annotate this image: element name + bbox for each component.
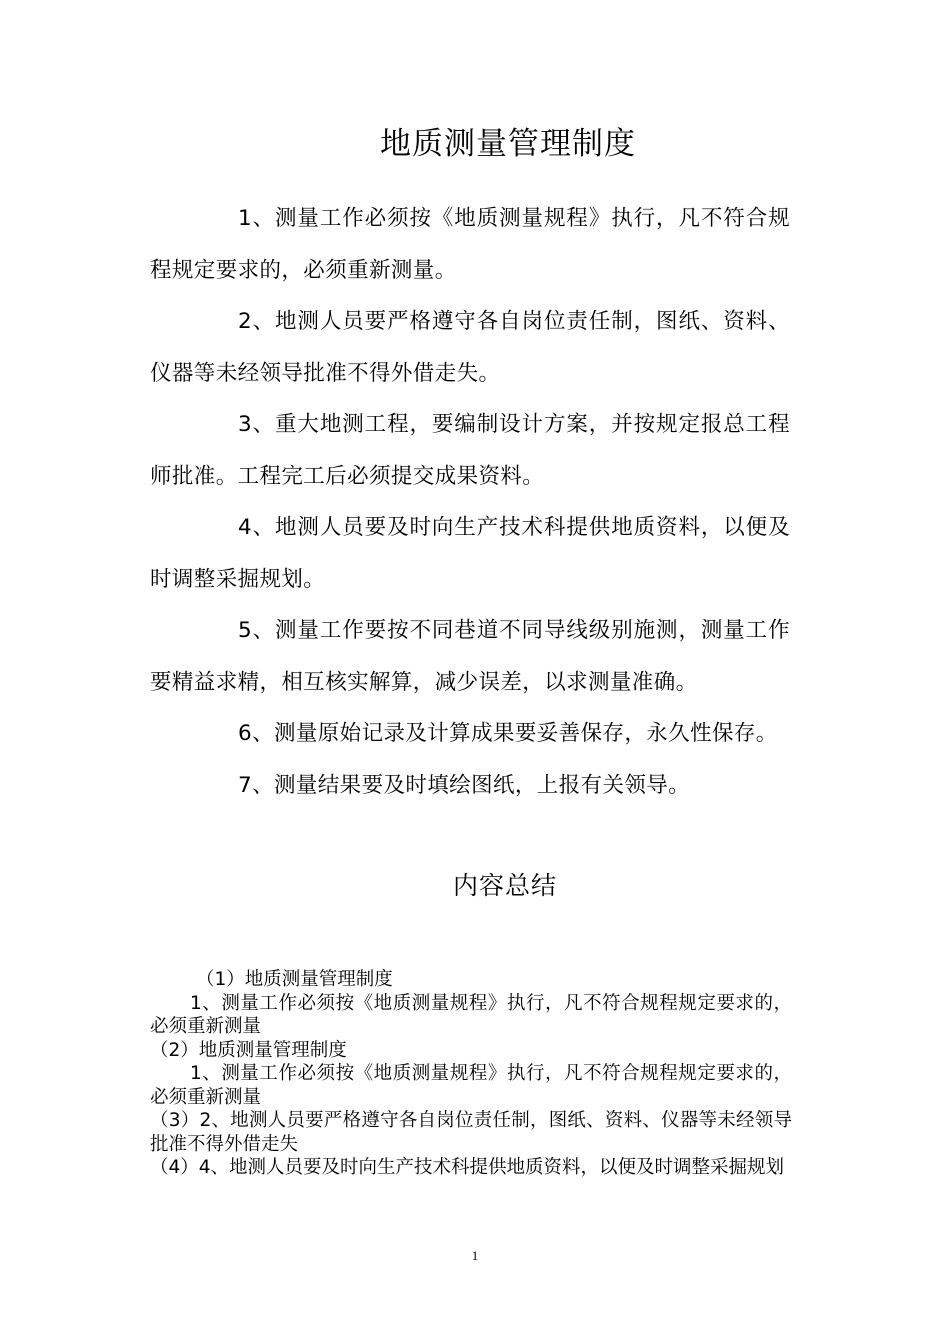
summary-line-3: （2）地质测量管理制度 <box>150 1039 347 1061</box>
summary-line-4: 1、测量工作必须按《地质测量规程》执行，凡不符合规程规定要求的，必须重新测量 <box>150 1063 792 1108</box>
paragraph-6: 6、测量原始记录及计算成果要妥善保存，永久性保存。 <box>238 721 778 746</box>
summary-body <box>150 968 792 1180</box>
summary-line-1: （1）地质测量管理制度 <box>196 969 393 990</box>
document-title: 地质测量管理制度 <box>380 126 636 162</box>
summary-title: 内容总结 <box>452 871 557 900</box>
document-body <box>150 193 790 811</box>
paragraph-2: 2、地测人员要严格遵守各自岗位责任制，图纸、资料、仪器等未经领导批准不得外借走失。 <box>150 309 790 386</box>
page-number: 1 <box>471 1248 479 1263</box>
paragraph-3: 3、重大地测工程，要编制设计方案，并按规定报总工程师批准。工程完工后必须提交成果资料。 <box>150 412 790 489</box>
summary-line-6: （4）4、地测人员要及时向生产技术科提供地质资料，以便及时调整采掘规划 <box>150 1157 785 1178</box>
paragraph-4: 4、地测人员要及时向生产技术科提供地质资料，以便及时调整采掘规划。 <box>150 515 790 592</box>
paragraph-7: 7、测量结果要及时填绘图纸，上报有关领导。 <box>238 772 691 798</box>
paragraph-5: 5、测量工作要按不同巷道不同导线级别施测，测量工作要精益求精，相互核实解算，减少误差，以求测量准确。 <box>150 618 790 695</box>
paragraph-1: 1、测量工作必须按《地质测量规程》执行，凡不符合规程规定要求的，必须重新测量。 <box>150 206 790 283</box>
summary-line-2: 1、测量工作必须按《地质测量规程》执行，凡不符合规程规定要求的，必须重新测量 <box>150 992 792 1037</box>
summary-line-5: （3）2、地测人员要严格遵守各自岗位责任制，图纸、资料、仪器等未经领导批准不得外借走失 <box>150 1110 792 1155</box>
